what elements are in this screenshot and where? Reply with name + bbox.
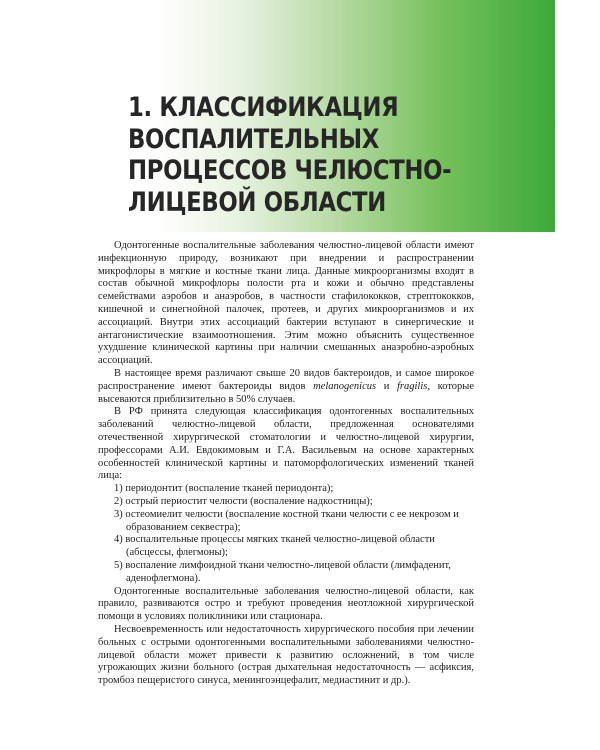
chapter-title-line: ПРОЦЕССОВ ЧЕЛЮСТНО- bbox=[128, 155, 452, 186]
chapter-title-line: ЛИЦЕВОЙ ОБЛАСТИ bbox=[128, 186, 386, 218]
list-item: 2) острый периостит челюсти (воспаление надкостницы); bbox=[114, 495, 373, 507]
text-run: , которые высеваются приблизительно в 50% случаев. bbox=[98, 380, 474, 405]
list-item: 5) воспаление лимфоидной ткани челюстно-лицевой области (лимфаденит, аденофлегмона). bbox=[114, 559, 451, 584]
paragraph-classification: В РФ принята следующая классификация одонтогенных воспалительных заболеваний челюстно-лицевой области, предложенная основателями отечественной хирургической стоматологии и челюстно-лицевой хирургии, профессорами А.И. Евдокимовым и Г.А. Васильевым на основе характерных особенностей клинической картины и патоморфологических изменений тканей лица: bbox=[98, 406, 474, 482]
chapter-body bbox=[98, 240, 474, 688]
species-name: fragilis bbox=[397, 380, 428, 392]
list-item: 3) остеомиелит челюсти (воспаление костной ткани челюсти с ее некрозом и образованием секвестра); bbox=[114, 508, 459, 533]
chapter-title-line: 1. КЛАССИФИКАЦИЯ bbox=[128, 92, 399, 123]
paragraph-intro: Одонтогенные воспалительные заболевания челюстно-лицевой области имеют инфекционную природу, возникают при внедрении и распространении микрофлоры в мягкие и костные ткани лица. Данные микроорганизмы входят в состав обычной микрофлоры полости рта и кожи и обычно представлены семействами аэробов и анаэробов, в частности стафилококков, стрептококков, кишечной и синегнойной палочек, протеев, и других микроорганизмов и их ассоциаций. Внутри этих ассоциаций бактерии вступают в синергические и антагонистические взаимоотношения. Этим можно объяснить существенное ухудшение клинической картины при наличии смешанных анаэробно-аэробных ассоциаций. bbox=[98, 240, 474, 367]
chapter-title bbox=[128, 92, 489, 218]
chapter-title-line: ВОСПАЛИТЕЛЬНЫХ bbox=[128, 123, 380, 155]
paragraph-complications: Несвоевременность или недостаточность хирургического пособия при лечении больных с острыми одонтогенными воспалительными заболеваниями челюстно-лицевой области может привести к развитию осложнений, в том числе угрожающих жизни больного (острая дыхательная недостаточность — асфиксия, тромбоз пещеристого синуса, менингоэнцефалит, медиастинит и др.). bbox=[98, 623, 474, 687]
list-item: 4) воспалительные процессы мягких тканей челюстно-лицевой области (абсцессы, флегмоны); bbox=[114, 534, 435, 559]
text-run: и bbox=[376, 380, 398, 392]
classification-list bbox=[98, 483, 474, 585]
text-run: В настоящее время различают свыше 20 видов бактероидов, и самое широкое распространение имеют бактероиды видов bbox=[98, 367, 474, 392]
list-item: 1) периодонтит (воспаление тканей периодонта); bbox=[114, 483, 334, 495]
species-name: melanogenicus bbox=[313, 380, 377, 392]
paragraph-bacteroids bbox=[98, 368, 474, 406]
paragraph-acute: Одонтогенные воспалительные заболевания челюстно-лицевой области, как правило, развиваются остро и требуют проведения неотложной хирургической помощи в условиях поликлиники или стационара. bbox=[98, 585, 474, 623]
